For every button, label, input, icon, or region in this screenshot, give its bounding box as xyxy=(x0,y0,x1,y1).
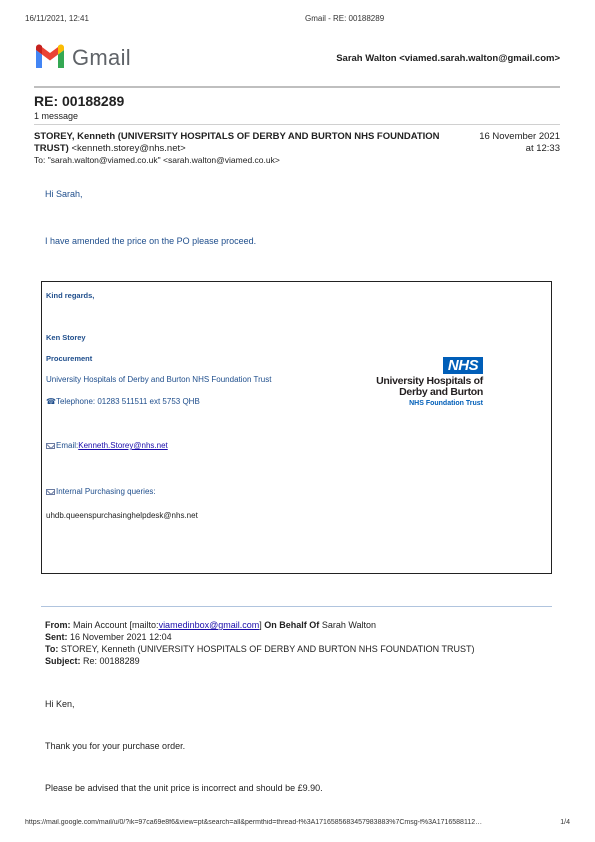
forward-from-line xyxy=(45,620,376,630)
forward-to-label: To: xyxy=(45,644,59,654)
forward-behalf-value: Sarah Walton xyxy=(321,620,377,630)
print-page-number: 1/4 xyxy=(560,819,570,826)
forward-greeting: Hi Ken, xyxy=(45,699,75,709)
message-count: 1 message xyxy=(34,111,79,121)
forward-subject-value: Re: 00188289 xyxy=(83,656,140,666)
print-datetime: 16/11/2021, 12:41 xyxy=(25,14,89,23)
message-greeting: Hi Sarah, xyxy=(45,189,83,199)
nhs-org-line1: University Hospitals of xyxy=(376,375,483,387)
forward-divider xyxy=(41,606,552,607)
forward-from-close: ] xyxy=(259,620,262,630)
message-date xyxy=(450,131,560,155)
recipient-line: To: "sarah.walton@viamed.co.uk" <sarah.walton@viamed.co.uk> xyxy=(34,155,280,165)
sig-queries-email: uhdb.queenspurchasinghelpdesk@nhs.net xyxy=(46,511,198,520)
forward-behalf-label: On Behalf Of xyxy=(264,620,320,630)
message-body: I have amended the price on the PO please proceed. xyxy=(45,236,257,246)
forward-sent-line xyxy=(45,632,172,642)
gmail-wordmark: Gmail xyxy=(72,45,131,70)
signature-block xyxy=(41,281,552,574)
forward-body-line-2: Please be advised that the unit price is incorrect and should be £9.90. xyxy=(45,783,323,793)
envelope-icon xyxy=(46,489,55,495)
forward-from-label: From: xyxy=(45,620,71,630)
sig-email-label: Email: xyxy=(56,441,79,450)
sig-queries-label: Internal Purchasing queries: xyxy=(56,487,156,496)
header-divider xyxy=(34,86,560,88)
sig-regards: Kind regards, xyxy=(46,291,95,300)
forward-from-email-link[interactable]: viamedinbox@gmail.com xyxy=(158,620,260,630)
thread-subject: RE: 00188289 xyxy=(34,93,125,109)
sig-dept: Procurement xyxy=(46,354,93,363)
envelope-icon xyxy=(46,443,55,449)
print-title: Gmail - RE: 00188289 xyxy=(305,14,385,23)
sig-email-line xyxy=(46,441,168,450)
forward-subject-line xyxy=(45,656,140,666)
sig-org: University Hospitals of Derby and Burton NHS Foundation Trust xyxy=(46,375,272,384)
sender-name: STOREY, Kenneth (UNIVERSITY HOSPITALS OF DERBY AND BURTON NHS FOUNDATION TRUST) xyxy=(34,131,440,154)
gmail-m-icon xyxy=(34,44,66,68)
nhs-badge: NHS xyxy=(443,357,483,374)
forward-to-value: STOREY, Kenneth (UNIVERSITY HOSPITALS OF DERBY AND BURTON NHS FOUNDATION TRUST) xyxy=(60,644,475,654)
account-owner: Sarah Walton <viamed.sarah.walton@gmail.com> xyxy=(336,53,560,64)
forward-from-value: Main Account [mailto: xyxy=(73,620,159,630)
forward-sent-label: Sent: xyxy=(45,632,68,642)
forward-body-line-1: Thank you for your purchase order. xyxy=(45,741,186,751)
sig-email-link[interactable]: Kenneth.Storey@nhs.net xyxy=(78,441,168,450)
forward-subject-label: Subject: xyxy=(45,656,81,666)
forward-to-line xyxy=(45,644,474,654)
forward-sent-value: 16 November 2021 12:04 xyxy=(70,632,172,642)
sender-email: <kenneth.storey@nhs.net> xyxy=(71,143,186,154)
nhs-trust-logo xyxy=(367,357,487,409)
sig-name: Ken Storey xyxy=(46,333,86,342)
nhs-trust-label: NHS Foundation Trust xyxy=(409,400,483,407)
message-date-time: at 12:33 xyxy=(525,143,560,154)
sig-queries-line xyxy=(46,487,156,496)
subject-divider xyxy=(34,124,560,125)
sender xyxy=(34,131,464,155)
nhs-org-name xyxy=(376,376,483,398)
print-url: https://mail.google.com/mail/u/0/?ik=97ca69e8f6&view=pt&search=all&permthid=thread-f%3A1716585683457983883%7Cmsg-f%3A1716588112… xyxy=(25,819,483,826)
nhs-org-line2: Derby and Burton xyxy=(399,386,483,398)
message-date-day: 16 November 2021 xyxy=(479,131,560,142)
sig-phone: ☎Telephone: 01283 511511 ext 5753 QHB xyxy=(46,397,200,406)
